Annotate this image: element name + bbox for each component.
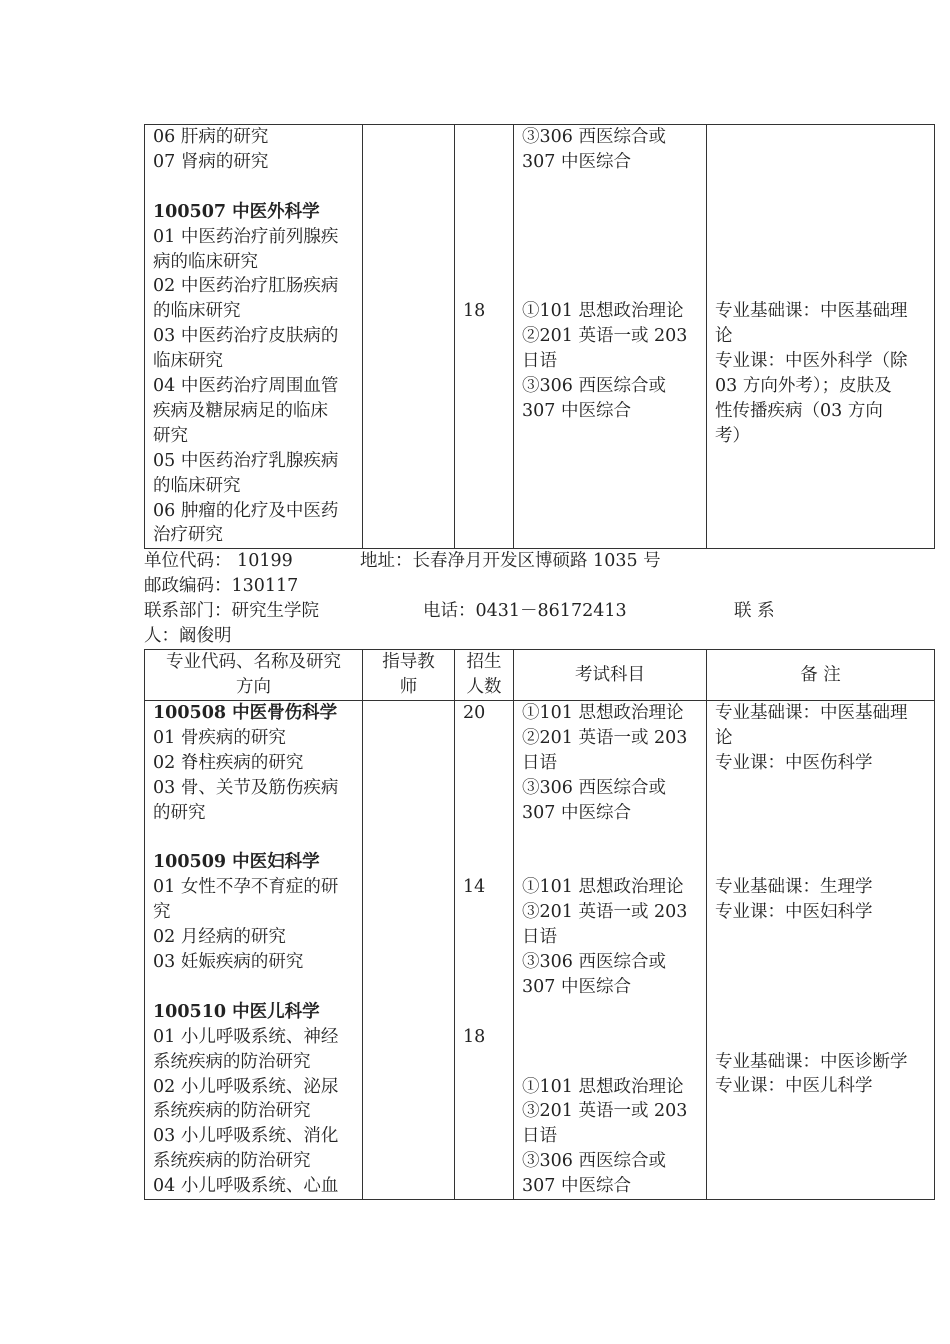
blank-line: [715, 975, 926, 1000]
blank-line: [715, 1025, 926, 1050]
blank-line: [463, 125, 505, 150]
blank-line: [715, 925, 926, 950]
text-line: 01 中医药治疗前列腺疾: [153, 226, 339, 247]
text-line: 02 月经病的研究: [153, 927, 286, 948]
blank-line: [522, 200, 698, 225]
text-line: ③306 西医综合或: [522, 375, 666, 396]
text-line: 日语: [522, 752, 557, 773]
text-line: 病的临床研究: [153, 251, 258, 272]
text-line: 307 中医综合: [522, 976, 631, 997]
text-line: ③306 西医综合或: [522, 777, 666, 798]
text-line: 307 中医综合: [522, 151, 631, 172]
blank-line: [463, 850, 505, 875]
notes-cell: [707, 700, 935, 1199]
blank-line: [715, 274, 926, 299]
text-line: 专业基础课：中医基础理: [715, 702, 908, 723]
blank-line: [715, 950, 926, 975]
text-line: 307 中医综合: [522, 400, 631, 421]
advisor-cell: [363, 700, 455, 1199]
text-line: 考）: [715, 425, 750, 446]
contact-label: 联 系: [734, 601, 775, 622]
text-line: 专业课：中医伤科学: [715, 752, 873, 773]
text-line: 论: [715, 727, 733, 748]
text-line: 系统疾病的防治研究: [153, 1101, 311, 1122]
blank-line: [715, 125, 926, 150]
text-line: 论: [715, 326, 733, 347]
text-line: 14: [463, 877, 486, 898]
enrollment-cell: [455, 125, 514, 549]
blank-line: [153, 826, 354, 851]
document-page: [144, 124, 934, 1200]
header-exam-subjects: 考试科目: [514, 649, 707, 700]
phone: 电话：0431－86172413: [423, 601, 627, 622]
text-line: ②201 英语一或 203: [522, 727, 688, 748]
blank-line: [522, 274, 698, 299]
text-line: 07 肾病的研究: [153, 151, 269, 172]
text-line: 01 骨疾病的研究: [153, 727, 286, 748]
blank-line: [522, 175, 698, 200]
blank-line: [153, 175, 354, 200]
text-line: 的临床研究: [153, 475, 241, 496]
header-advisor: 指导教 师: [363, 649, 455, 700]
text-line: ③306 西医综合或: [522, 952, 666, 973]
text-line: 02 中医药治疗肛肠疾病: [153, 276, 339, 297]
blank-line: [463, 950, 505, 975]
blank-line: [715, 150, 926, 175]
table-row: [145, 700, 935, 1199]
program-heading: 100507 中医外科学: [153, 201, 320, 222]
address: 地址：长春净月开发区博硕路 1035 号: [360, 551, 661, 572]
blank-line: [715, 825, 926, 850]
text-line: ③201 英语一或 203: [522, 902, 688, 923]
blank-line: [522, 1025, 698, 1050]
text-line: 究: [153, 902, 171, 923]
text-line: 03 骨、关节及筋伤疾病: [153, 777, 339, 798]
text-line: 临床研究: [153, 351, 223, 372]
text-line: ③201 英语一或 203: [522, 1101, 688, 1122]
blank-line: [522, 850, 698, 875]
header-program: 专业代码、名称及研究 方向: [145, 649, 363, 700]
text-line: 的临床研究: [153, 301, 241, 322]
blank-line: [715, 801, 926, 826]
text-line: 日语: [522, 927, 557, 948]
blank-line: [522, 249, 698, 274]
notes-cell: [707, 125, 935, 549]
text-line: 02 小儿呼吸系统、泌尿: [153, 1076, 339, 1097]
blank-line: [153, 975, 354, 1000]
blank-line: [463, 801, 505, 826]
blank-line: [463, 150, 505, 175]
blank-line: [463, 249, 505, 274]
blank-line: [463, 200, 505, 225]
text-line: 20: [463, 702, 486, 723]
text-line: 专业课：中医外科学（除: [715, 351, 908, 372]
text-line: 03 方向外考）；皮肤及: [715, 375, 892, 396]
text-line: 03 妊娠疾病的研究: [153, 952, 304, 973]
blank-line: [522, 1000, 698, 1025]
blank-line: [463, 274, 505, 299]
unit-code: 单位代码： 10199: [144, 551, 293, 572]
blank-line: [522, 826, 698, 851]
header-notes: 备 注: [707, 649, 935, 700]
table-header-row: [145, 649, 935, 700]
text-line: 专业基础课：中医基础理: [715, 301, 908, 322]
advisor-cell: [363, 125, 455, 549]
exam-subjects-cell: [514, 125, 707, 549]
text-line: 日语: [522, 1126, 557, 1147]
text-line: 专业基础课：生理学: [715, 877, 873, 898]
blank-line: [715, 1000, 926, 1025]
text-line: ①101 思想政治理论: [522, 877, 684, 898]
enrollment-cell: [455, 700, 514, 1199]
blank-line: [463, 726, 505, 751]
blank-line: [463, 975, 505, 1000]
text-line: ①101 思想政治理论: [522, 702, 684, 723]
blank-line: [715, 776, 926, 801]
text-line: 05 中医药治疗乳腺疾病: [153, 450, 339, 471]
text-line: 03 中医药治疗皮肤病的: [153, 326, 339, 347]
blank-line: [715, 225, 926, 250]
text-line: 专业基础课：中医诊断学: [715, 1051, 908, 1072]
text-line: ①101 思想政治理论: [522, 1076, 684, 1097]
blank-line: [522, 1050, 698, 1075]
program-cell: [145, 125, 363, 549]
text-line: 18: [463, 301, 486, 322]
text-line: 04 中医药治疗周围血管: [153, 376, 339, 397]
program-heading: 100510 中医儿科学: [153, 1001, 320, 1022]
text-line: 307 中医综合: [522, 802, 631, 823]
text-line: 01 女性不孕不育症的研: [153, 877, 339, 898]
blank-line: [463, 825, 505, 850]
blank-line: [522, 225, 698, 250]
contact-person: 人：阚俊明: [144, 626, 232, 647]
blank-line: [463, 225, 505, 250]
text-line: 系统疾病的防治研究: [153, 1151, 311, 1172]
text-line: 06 肿瘤的化疗及中医药: [153, 500, 339, 521]
text-line: 疾病及糖尿病足的临床: [153, 400, 328, 421]
text-line: ③306 西医综合或: [522, 1151, 666, 1172]
text-line: 日语: [522, 351, 557, 372]
blank-line: [463, 751, 505, 776]
text-line: ①101 思想政治理论: [522, 301, 684, 322]
text-line: 04 小儿呼吸系统、心血: [153, 1176, 339, 1197]
blank-line: [715, 249, 926, 274]
text-line: 专业课：中医妇科学: [715, 902, 873, 923]
contact-info: [144, 549, 934, 649]
contact-dept: 联系部门：研究生学院: [144, 601, 319, 622]
program-heading: 100508 中医骨伤科学: [153, 702, 338, 723]
table-programs-continued: [144, 124, 935, 549]
text-line: 研究: [153, 425, 188, 446]
text-line: 18: [463, 1026, 486, 1047]
text-line: 治疗研究: [153, 525, 223, 546]
blank-line: [715, 175, 926, 200]
blank-line: [463, 1000, 505, 1025]
text-line: ②201 英语一或 203: [522, 326, 688, 347]
blank-line: [463, 776, 505, 801]
text-line: 性传播疾病（03 方向: [715, 400, 883, 421]
text-line: 03 小儿呼吸系统、消化: [153, 1126, 339, 1147]
text-line: 02 脊柱疾病的研究: [153, 752, 304, 773]
blank-line: [715, 850, 926, 875]
text-line: 06 肝病的研究: [153, 127, 269, 147]
text-line: ③306 西医综合或: [522, 127, 666, 147]
blank-line: [715, 200, 926, 225]
postcode: 邮政编码：130117: [144, 576, 299, 597]
blank-line: [463, 900, 505, 925]
text-line: 01 小儿呼吸系统、神经: [153, 1026, 339, 1047]
text-line: 的研究: [153, 802, 206, 823]
blank-line: [463, 925, 505, 950]
exam-subjects-cell: [514, 700, 707, 1199]
program-heading: 100509 中医妇科学: [153, 852, 320, 873]
blank-line: [463, 175, 505, 200]
table-row: [145, 125, 935, 549]
text-line: 307 中医综合: [522, 1176, 631, 1197]
text-line: 专业课：中医儿科学: [715, 1076, 873, 1097]
table-programs: [144, 649, 935, 1200]
text-line: 系统疾病的防治研究: [153, 1051, 311, 1072]
program-cell: [145, 700, 363, 1199]
header-enrollment: 招生 人数: [455, 649, 514, 700]
